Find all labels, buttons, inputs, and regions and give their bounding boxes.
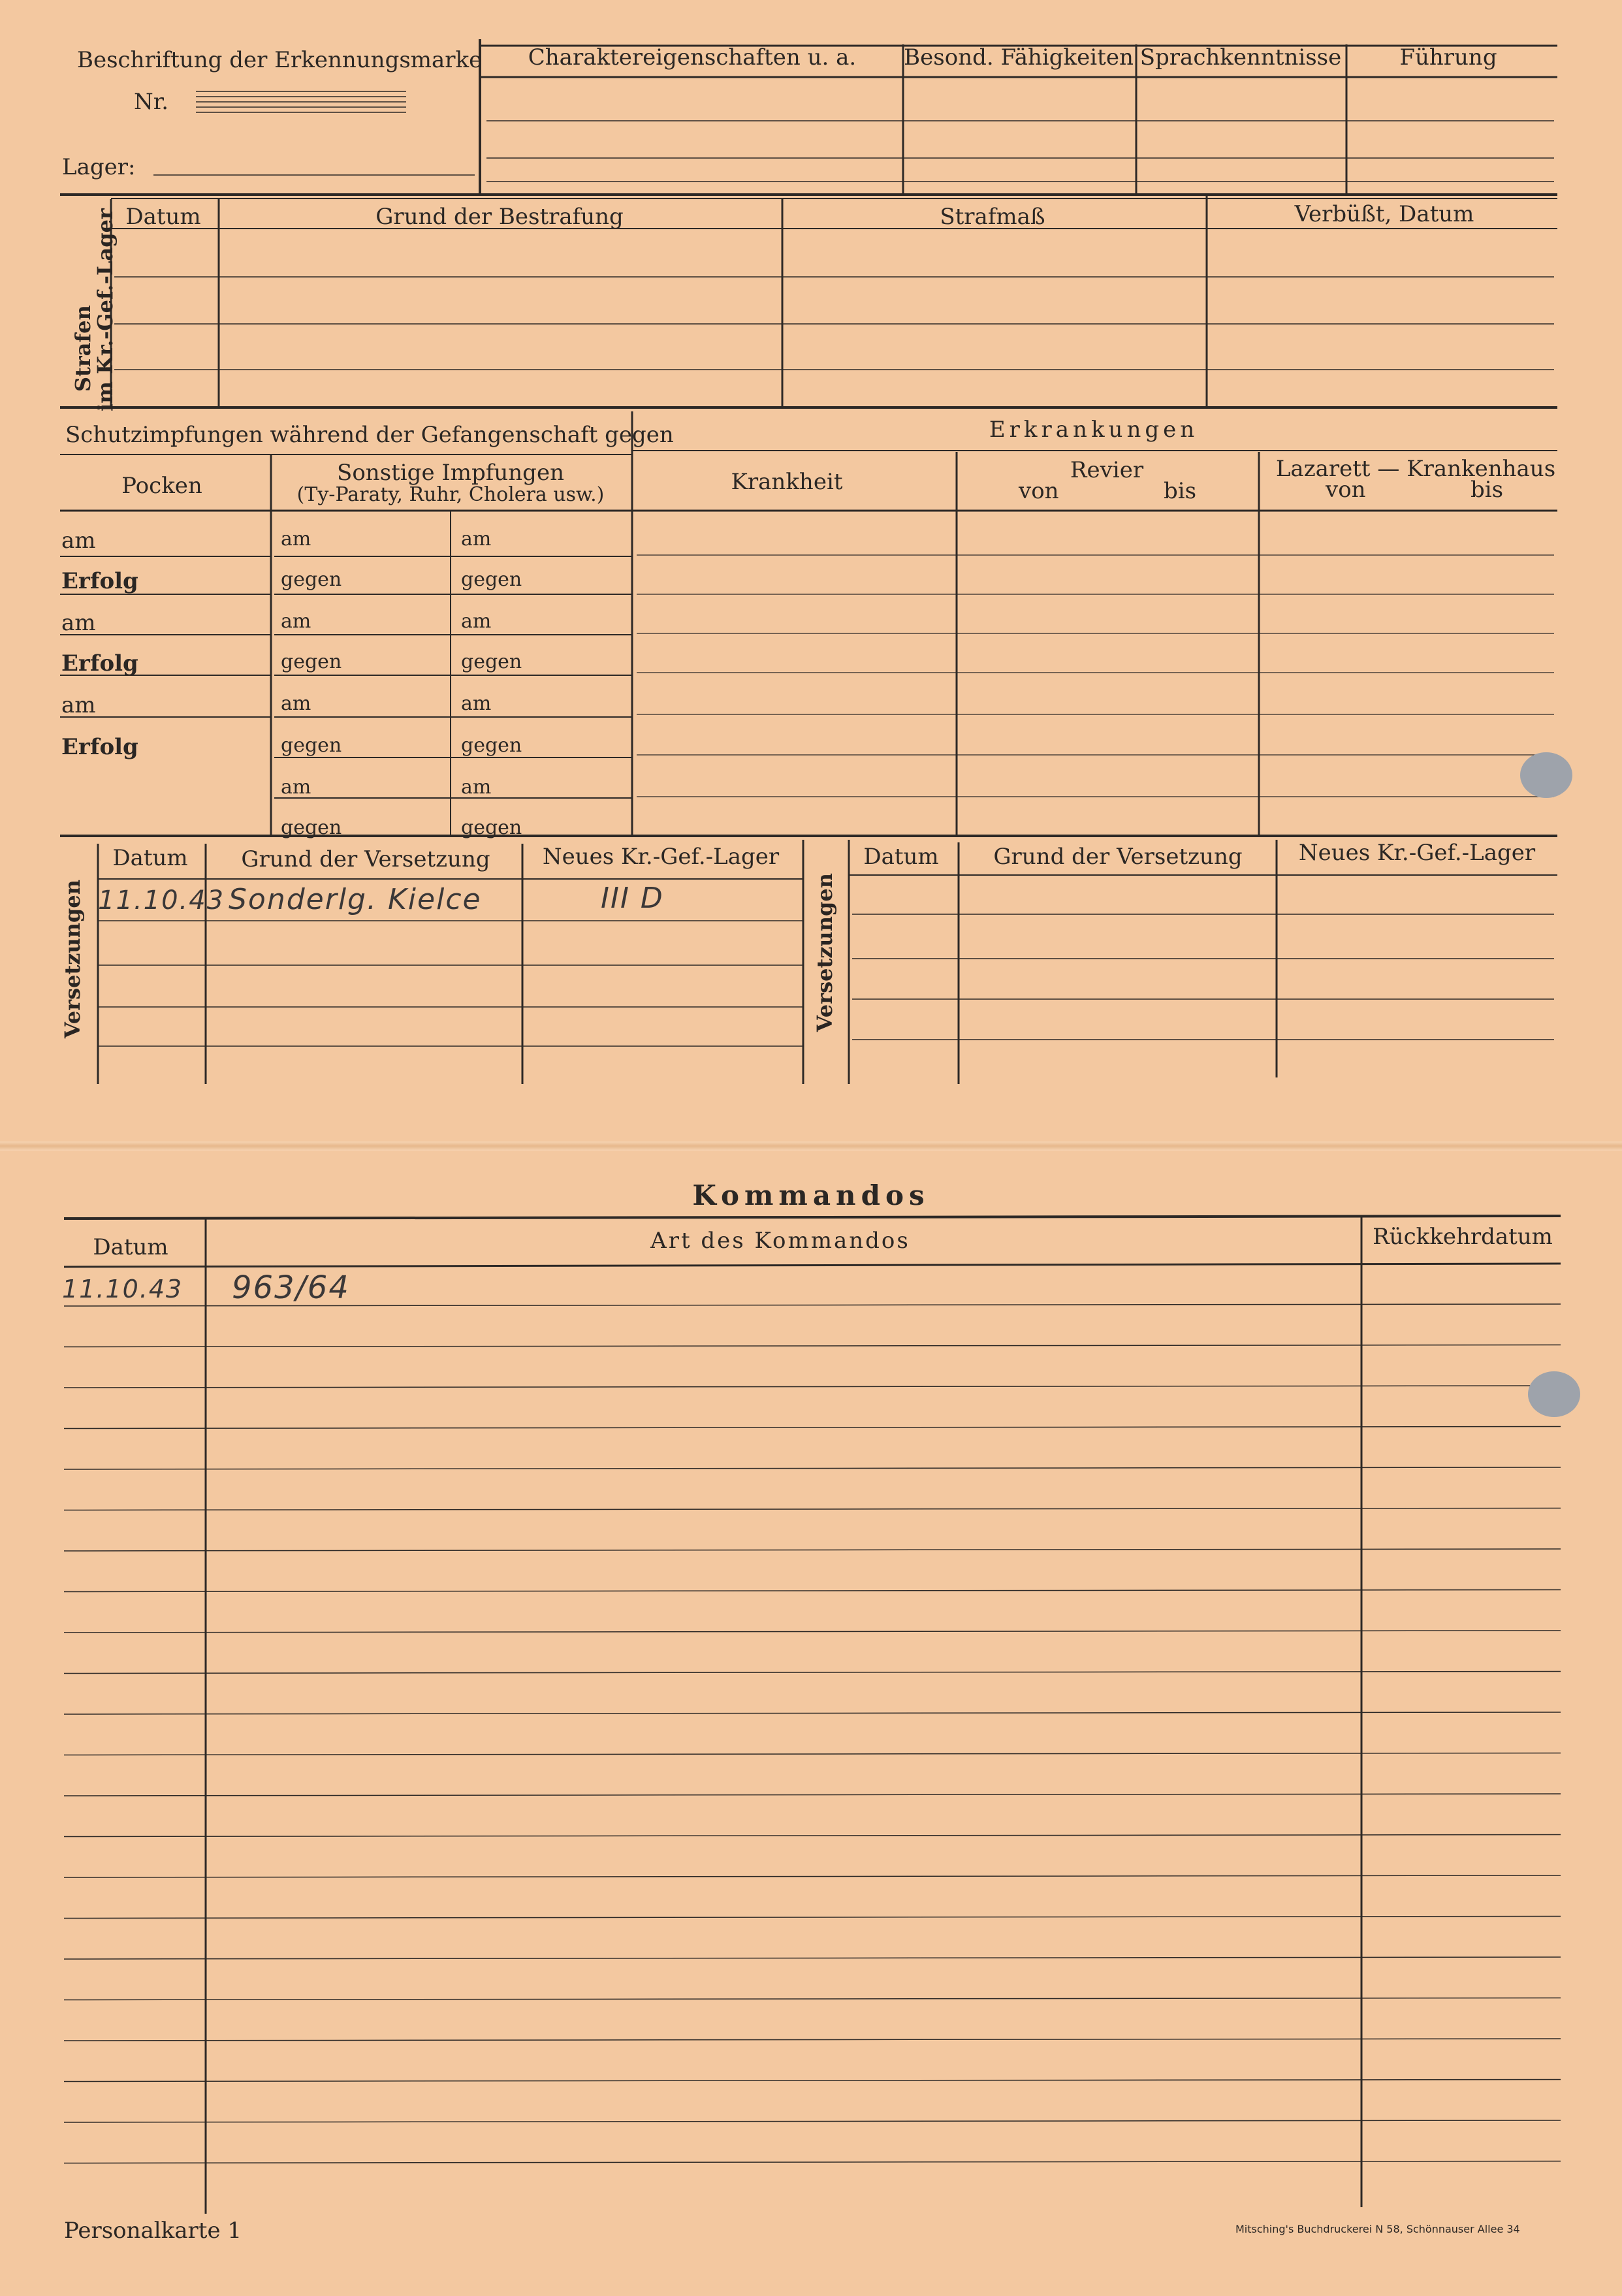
rule-line (64, 1549, 1561, 1551)
impfung-row-label: am (461, 692, 492, 715)
rule-line (64, 2120, 1561, 2122)
pocken-row-label: Erfolg (61, 734, 138, 760)
impfung-row-label: gegen (461, 568, 522, 591)
rule-line (64, 1835, 1561, 1837)
impfung-row-label: gegen (461, 650, 522, 673)
rule-line (64, 2161, 1561, 2163)
impfung-row-label: am (281, 692, 311, 715)
rule-line (64, 2039, 1561, 2041)
lager-label: Lager: (62, 154, 136, 180)
rule-line (64, 1386, 1561, 1388)
impfungen-pocken: Pocken (121, 473, 202, 499)
kommandos-title: Kommandos (692, 1179, 930, 1211)
impfung-row-label: am (461, 528, 492, 550)
col-fuehrung: Führung (1399, 44, 1497, 71)
vers-entry-grund: Sonderlg. Kielce (229, 883, 482, 916)
versetzungen-side-label-right: Versetzungen (812, 873, 837, 1032)
rule-line (64, 1427, 1561, 1429)
rule-line (64, 1875, 1561, 1877)
vers-entry-datum: 11.10.43 (98, 885, 225, 916)
rule-line (64, 1216, 1561, 1219)
impfung-row-label: am (461, 610, 492, 633)
impfung-row-label: am (461, 776, 492, 799)
lazarett-von: von (1326, 477, 1366, 503)
impfung-row-label: gegen (461, 816, 522, 839)
impfungen-title: Schutzimpfungen während der Gefangenschaft gegen (65, 422, 674, 448)
col-charakter: Charaktereigenschaften u. a. (528, 44, 857, 71)
strafen-col-grund: Grund der Bestrafung (375, 204, 624, 230)
rule-line (64, 1753, 1561, 1755)
impfung-row-label: gegen (281, 650, 342, 673)
versetzungen-side-label-left: Versetzungen (60, 880, 85, 1038)
strafen-side-label-1: Strafen (71, 305, 95, 392)
impfungen-sonstige-2: (Ty-Paraty, Ruhr, Cholera usw.) (296, 483, 605, 506)
rule-line (64, 2080, 1561, 2082)
impfung-row-label: gegen (461, 734, 522, 757)
rule-line (64, 1264, 1561, 1267)
pocken-row-label: Erfolg (61, 568, 138, 594)
vers-entry-lager: III D (601, 882, 664, 915)
form-name: Personalkarte 1 (64, 2218, 242, 2244)
punch-hole-upper (1520, 752, 1572, 798)
col-sprachen: Sprachkenntnisse (1139, 44, 1342, 71)
rule-line (64, 1794, 1561, 1796)
printer-imprint: Mitsching's Buchdruckerei N 58, Schönnauser Allee 34 (1235, 2223, 1520, 2235)
rule-line (64, 1957, 1561, 1959)
col-krankheit: Krankheit (731, 469, 843, 495)
rule-line (64, 1467, 1561, 1469)
punch-hole-lower (1528, 1371, 1580, 1417)
vers-left-col-datum: Datum (112, 845, 188, 871)
rule-line (64, 1508, 1561, 1510)
col-revier: Revier (1070, 457, 1144, 483)
rule-line (64, 1998, 1561, 2000)
pocken-row-label: am (61, 610, 96, 636)
rule-line (64, 1712, 1561, 1714)
pocken-row-label: am (61, 692, 96, 718)
strafen-col-verbuesst: Verbüßt, Datum (1294, 201, 1474, 227)
kommandos-col-art: Art des Kommandos (650, 1228, 910, 1254)
revier-von: von (1019, 478, 1059, 504)
col-lazarett: Lazarett — Krankenhaus (1275, 456, 1556, 482)
impfung-row-label: am (281, 610, 311, 633)
impfung-row-label: am (281, 528, 311, 550)
kommandos-entry-art: 963/64 (232, 1269, 350, 1306)
vers-right-col-lager: Neues Kr.-Gef.-Lager (1298, 840, 1536, 866)
tag-label: Beschriftung der Erkennungsmarke (77, 47, 483, 73)
pocken-row-label: Erfolg (61, 650, 138, 677)
col-faehigkeiten: Besond. Fähigkeiten (904, 44, 1134, 71)
strafen-col-strafmass: Strafmaß (940, 204, 1045, 230)
kommandos-entry-datum: 11.10.43 (62, 1275, 183, 1303)
impfung-row-label: am (281, 776, 311, 799)
erkrankungen-title: Erkrankungen (989, 417, 1199, 443)
kommandos-col-datum: Datum (93, 1234, 168, 1260)
rule-line (64, 1917, 1561, 1919)
pocken-row-label: am (61, 528, 96, 554)
nr-label: Nr. (134, 89, 169, 115)
kommandos-col-rueckkehr: Rückkehrdatum (1373, 1224, 1553, 1250)
fold-crease (0, 1141, 1622, 1151)
impfung-row-label: gegen (281, 568, 342, 591)
impfung-row-label: gegen (281, 734, 342, 757)
revier-bis: bis (1164, 478, 1197, 504)
vers-right-col-grund: Grund der Versetzung (993, 844, 1243, 870)
vers-right-col-datum: Datum (863, 844, 939, 870)
rule-line (64, 1672, 1561, 1674)
rule-line (64, 1590, 1561, 1592)
rule-line (64, 1345, 1561, 1347)
impfungen-sonstige-1: Sonstige Impfungen (337, 460, 564, 486)
vers-left-col-grund: Grund der Versetzung (241, 846, 490, 872)
rule-line (64, 1631, 1561, 1633)
impfung-row-label: gegen (281, 816, 342, 839)
strafen-side-label-2: im Kr.-Gef.-Lager (93, 208, 118, 411)
lazarett-bis: bis (1471, 477, 1504, 503)
strafen-col-datum: Datum (125, 204, 201, 230)
vers-left-col-lager: Neues Kr.-Gef.-Lager (542, 844, 780, 870)
